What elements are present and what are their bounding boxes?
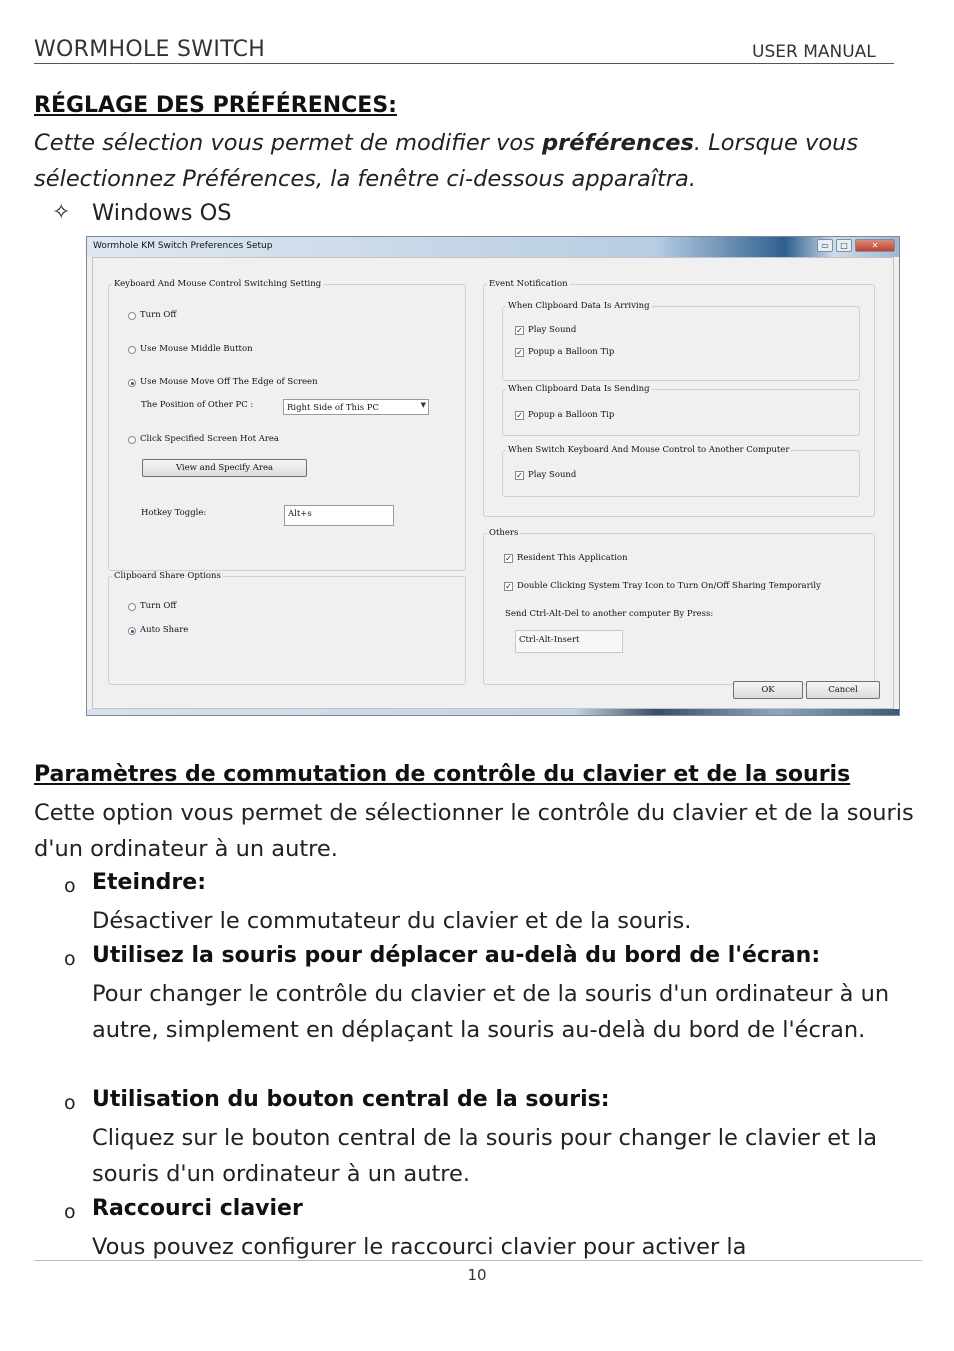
chevron-down-icon: ▼ [420,401,426,409]
item-heading-eteindre: Eteindre: [92,870,206,895]
arriving-play-sound-checkbox[interactable]: ✓ [516,326,523,335]
item-text-hotkey: Vous pouvez configurer le raccourci clavier pour activer la [92,1234,747,1260]
maximize-icon[interactable]: □ [836,239,852,252]
footer-divider [34,1260,922,1261]
turn-off-radio[interactable] [128,312,136,320]
item-text-eteindre: Désactiver le commutateur du clavier et de la souris. [92,908,692,934]
section-title-preferences: RÉGLAGE DES PRÉFÉRENCES: [34,93,397,118]
move-off-edge-label: Use Mouse Move Off The Edge of Screen [140,377,318,387]
send-cad-label: Send Ctrl-Alt-Del to another computer By Press: [505,609,714,619]
turn-off-label: Turn Off [140,310,177,320]
item-heading-hotkey: Raccourci clavier [92,1196,303,1221]
item-heading-edge: Utilisez la souris pour déplacer au-delà du bord de l'écran: [92,943,821,968]
keyboard-mouse-group [108,279,466,571]
intro-text-a: Cette sélection vous permet de modifier vos [34,130,543,156]
move-off-edge-radio[interactable] [128,379,136,387]
item-text-edge: Pour changer le contrôle du clavier et de la souris d'un ordinateur à un autre, simplement en déplaçant la souris au-delà du bord de l'écran. [92,981,890,1043]
close-icon[interactable]: ✕ [855,239,895,252]
dialog-title-bar [87,237,899,257]
item-heading-middle: Utilisation du bouton central de la souris: [92,1087,610,1112]
list-bullet-icon: o [64,948,76,970]
resident-label: Resident This Application [517,553,628,563]
position-select[interactable] [283,399,429,415]
list-bullet-icon: o [64,875,76,897]
resident-checkbox[interactable]: ✓ [505,554,512,563]
middle-button-radio[interactable] [128,346,136,354]
sending-balloon-checkbox[interactable]: ✓ [516,411,523,420]
preferences-dialog [86,236,900,716]
sending-legend: When Clipboard Data Is Sending [508,384,650,394]
position-select-value: Right Side of This PC [287,403,379,413]
clipboard-turn-off-radio[interactable] [128,603,136,611]
auto-share-radio[interactable] [128,627,136,635]
others-group [483,528,875,685]
cancel-button[interactable]: Cancel [806,681,880,699]
header-divider [34,63,894,64]
taskbar-strip [87,709,899,715]
switch-play-sound-checkbox[interactable]: ✓ [516,471,523,480]
header-title: WORMHOLE SWITCH [34,37,266,62]
intro-text-b: . Lorsque vous sélectionnez Préférences, la fenêtre ci-dessous apparaîtra. [34,130,859,192]
middle-button-label: Use Mouse Middle Button [140,344,253,354]
arriving-balloon-checkbox[interactable]: ✓ [516,348,523,357]
double-click-label: Double Clicking System Tray Icon to Turn On/Off Sharing Temporarily [517,581,821,591]
hotkey-label: Hotkey Toggle: [141,508,207,518]
clipboard-share-legend: Clipboard Share Options [114,571,221,581]
header-manual-label: USER MANUAL [752,42,876,62]
dialog-title: Wormhole KM Switch Preferences Setup [93,241,273,251]
hot-area-label: Click Specified Screen Hot Area [140,434,280,444]
minimize-icon[interactable]: ▭ [817,239,833,252]
view-specify-area-button[interactable]: View and Specify Area [142,459,307,477]
hot-area-radio[interactable] [128,436,136,444]
send-cad-input[interactable]: Ctrl-Alt-Insert [515,630,623,653]
position-label: The Position of Other PC : [141,400,254,410]
section-title-switching: Paramètres de commutation de contrôle du clavier et de la souris [34,762,851,787]
others-legend: Others [489,528,519,538]
switch-play-sound-label: Play Sound [528,470,577,480]
intro-paragraph [34,125,929,197]
auto-share-label: Auto Share [140,625,189,635]
double-click-checkbox[interactable]: ✓ [505,582,512,591]
arriving-play-sound-label: Play Sound [528,325,577,335]
clipboard-turn-off-label: Turn Off [140,601,177,611]
windows-os-label: Windows OS [92,200,232,226]
section-intro: Cette option vous permet de sélectionner le contrôle du clavier et de la souris d'un ordinateur à un autre. [34,800,914,862]
list-bullet-icon: o [64,1092,76,1114]
keyboard-mouse-legend: Keyboard And Mouse Control Switching Setting [114,279,322,289]
star-bullet-icon: ✧ [52,200,71,225]
dialog-body [92,257,894,709]
list-bullet-icon: o [64,1201,76,1223]
intro-bold-word: préférences [542,130,694,156]
sending-balloon-label: Popup a Balloon Tip [528,410,615,420]
event-notification-legend: Event Notification [489,279,568,289]
item-text-middle: Cliquez sur le bouton central de la souris pour changer le clavier et la souris d'un ordinateur à un autre. [92,1125,878,1187]
ok-button[interactable]: OK [733,681,803,699]
hotkey-input[interactable]: Alt+s [284,505,394,526]
arriving-balloon-label: Popup a Balloon Tip [528,347,615,357]
switch-legend: When Switch Keyboard And Mouse Control to Another Computer [508,445,790,455]
arriving-group [502,301,860,381]
arriving-legend: When Clipboard Data Is Arriving [508,301,650,311]
page-number: 10 [467,1266,487,1284]
